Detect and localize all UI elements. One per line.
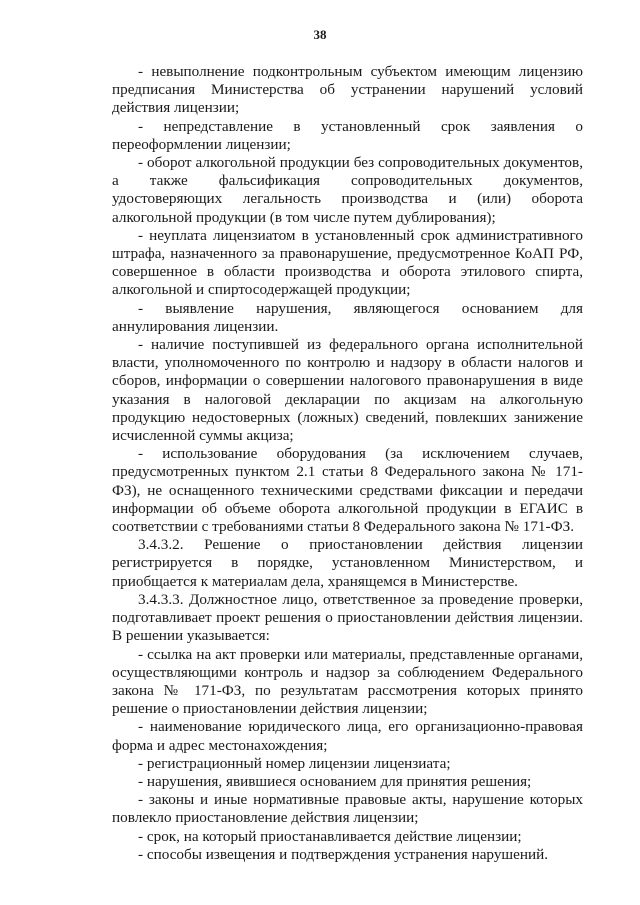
list-item-notification-methods: - способы извещения и подтверждения устранения нарушений.: [138, 845, 549, 863]
list-item-circulation-without-documents: - оборот алкогольной продукции без сопроводительных документов, а также фальсификация сопроводительных документов, удостоверяющих легальность производства и (или) оборота алкогольной продукции (в том числе путем дублирования);: [112, 154, 583, 226]
clause-3-4-3-2: 3.4.3.2. Решение о приостановлении действия лицензии регистрируется в порядке, установленном Министерством, и приобщается к материалам дела, хранящемся в Министерстве.: [112, 536, 583, 590]
list-item-laws-violated: - законы и иные нормативные правовые акты, нарушение которых повлекло приостановление действия лицензии;: [112, 791, 583, 827]
list-item-annulment-violation: - выявление нарушения, являющегося основанием для аннулирования лицензии.: [112, 299, 583, 335]
list-item-failure-to-comply-order: - невыполнение подконтрольным субъектом имеющим лицензию предписания Министерства об устранении нарушений условий действия лицензии;: [112, 63, 583, 117]
list-item-equipment-without-egais: - использование оборудования (за исключением случаев, предусмотренных пунктом 2.1 статьи 8 Федерального закона № 171-ФЗ), не оснащенного техническими средствами фиксации и передачи информации об объеме оборота алкогольной продукции в ЕГАИС в соответствии с требованиями статьи 8 Федерального закона № 171-ФЗ.: [112, 445, 583, 536]
list-item-legal-entity-name: - наименование юридического лица, его организационно-правовая форма и адрес местонахождения;: [112, 718, 583, 754]
document-body: [112, 63, 583, 864]
list-item-unpaid-fine: - неуплата лицензиатом в установленный срок административного штрафа, назначенного за правонарушение, предусмотренное КоАП РФ, совершенное в области производства и оборота этилового спирта, алкогольной и спиртосодержащей продукции;: [112, 226, 583, 299]
page-number: 38: [313, 27, 327, 42]
list-item-inspection-act-reference: - ссылка на акт проверки или материалы, представленные органами, осуществляющими контроль и надзор за соблюдением Федерального закона № 171-ФЗ, по результатам рассмотрения которых принято решение о приостановлении действия лицензии;: [112, 645, 583, 718]
list-item-violations: - нарушения, явившиеся основанием для принятия решения;: [138, 772, 532, 790]
list-item-tax-authority-information: - наличие поступившей из федерального органа исполнительной власти, уполномоченного по контролю и надзору в области налогов и сборов, информации о совершении налогового правонарушения в виде указания в налоговой декларации по акцизам на алкогольную продукцию недостоверных (ложных) сведений, повлекших занижение исчисленной суммы акциза;: [112, 336, 583, 445]
clause-3-4-3-3: 3.4.3.3. Должностное лицо, ответственное за проведение проверки, подготавливает проект решения о приостановлении действия лицензии. В решении указывается:: [112, 590, 583, 645]
list-item-suspension-term: - срок, на который приостанавливается действие лицензии;: [138, 827, 522, 845]
list-item-no-reissue-application: - непредставление в установленный срок заявления о переоформлении лицензии;: [112, 117, 583, 153]
list-item-license-number: - регистрационный номер лицензии лицензиата;: [138, 754, 451, 772]
